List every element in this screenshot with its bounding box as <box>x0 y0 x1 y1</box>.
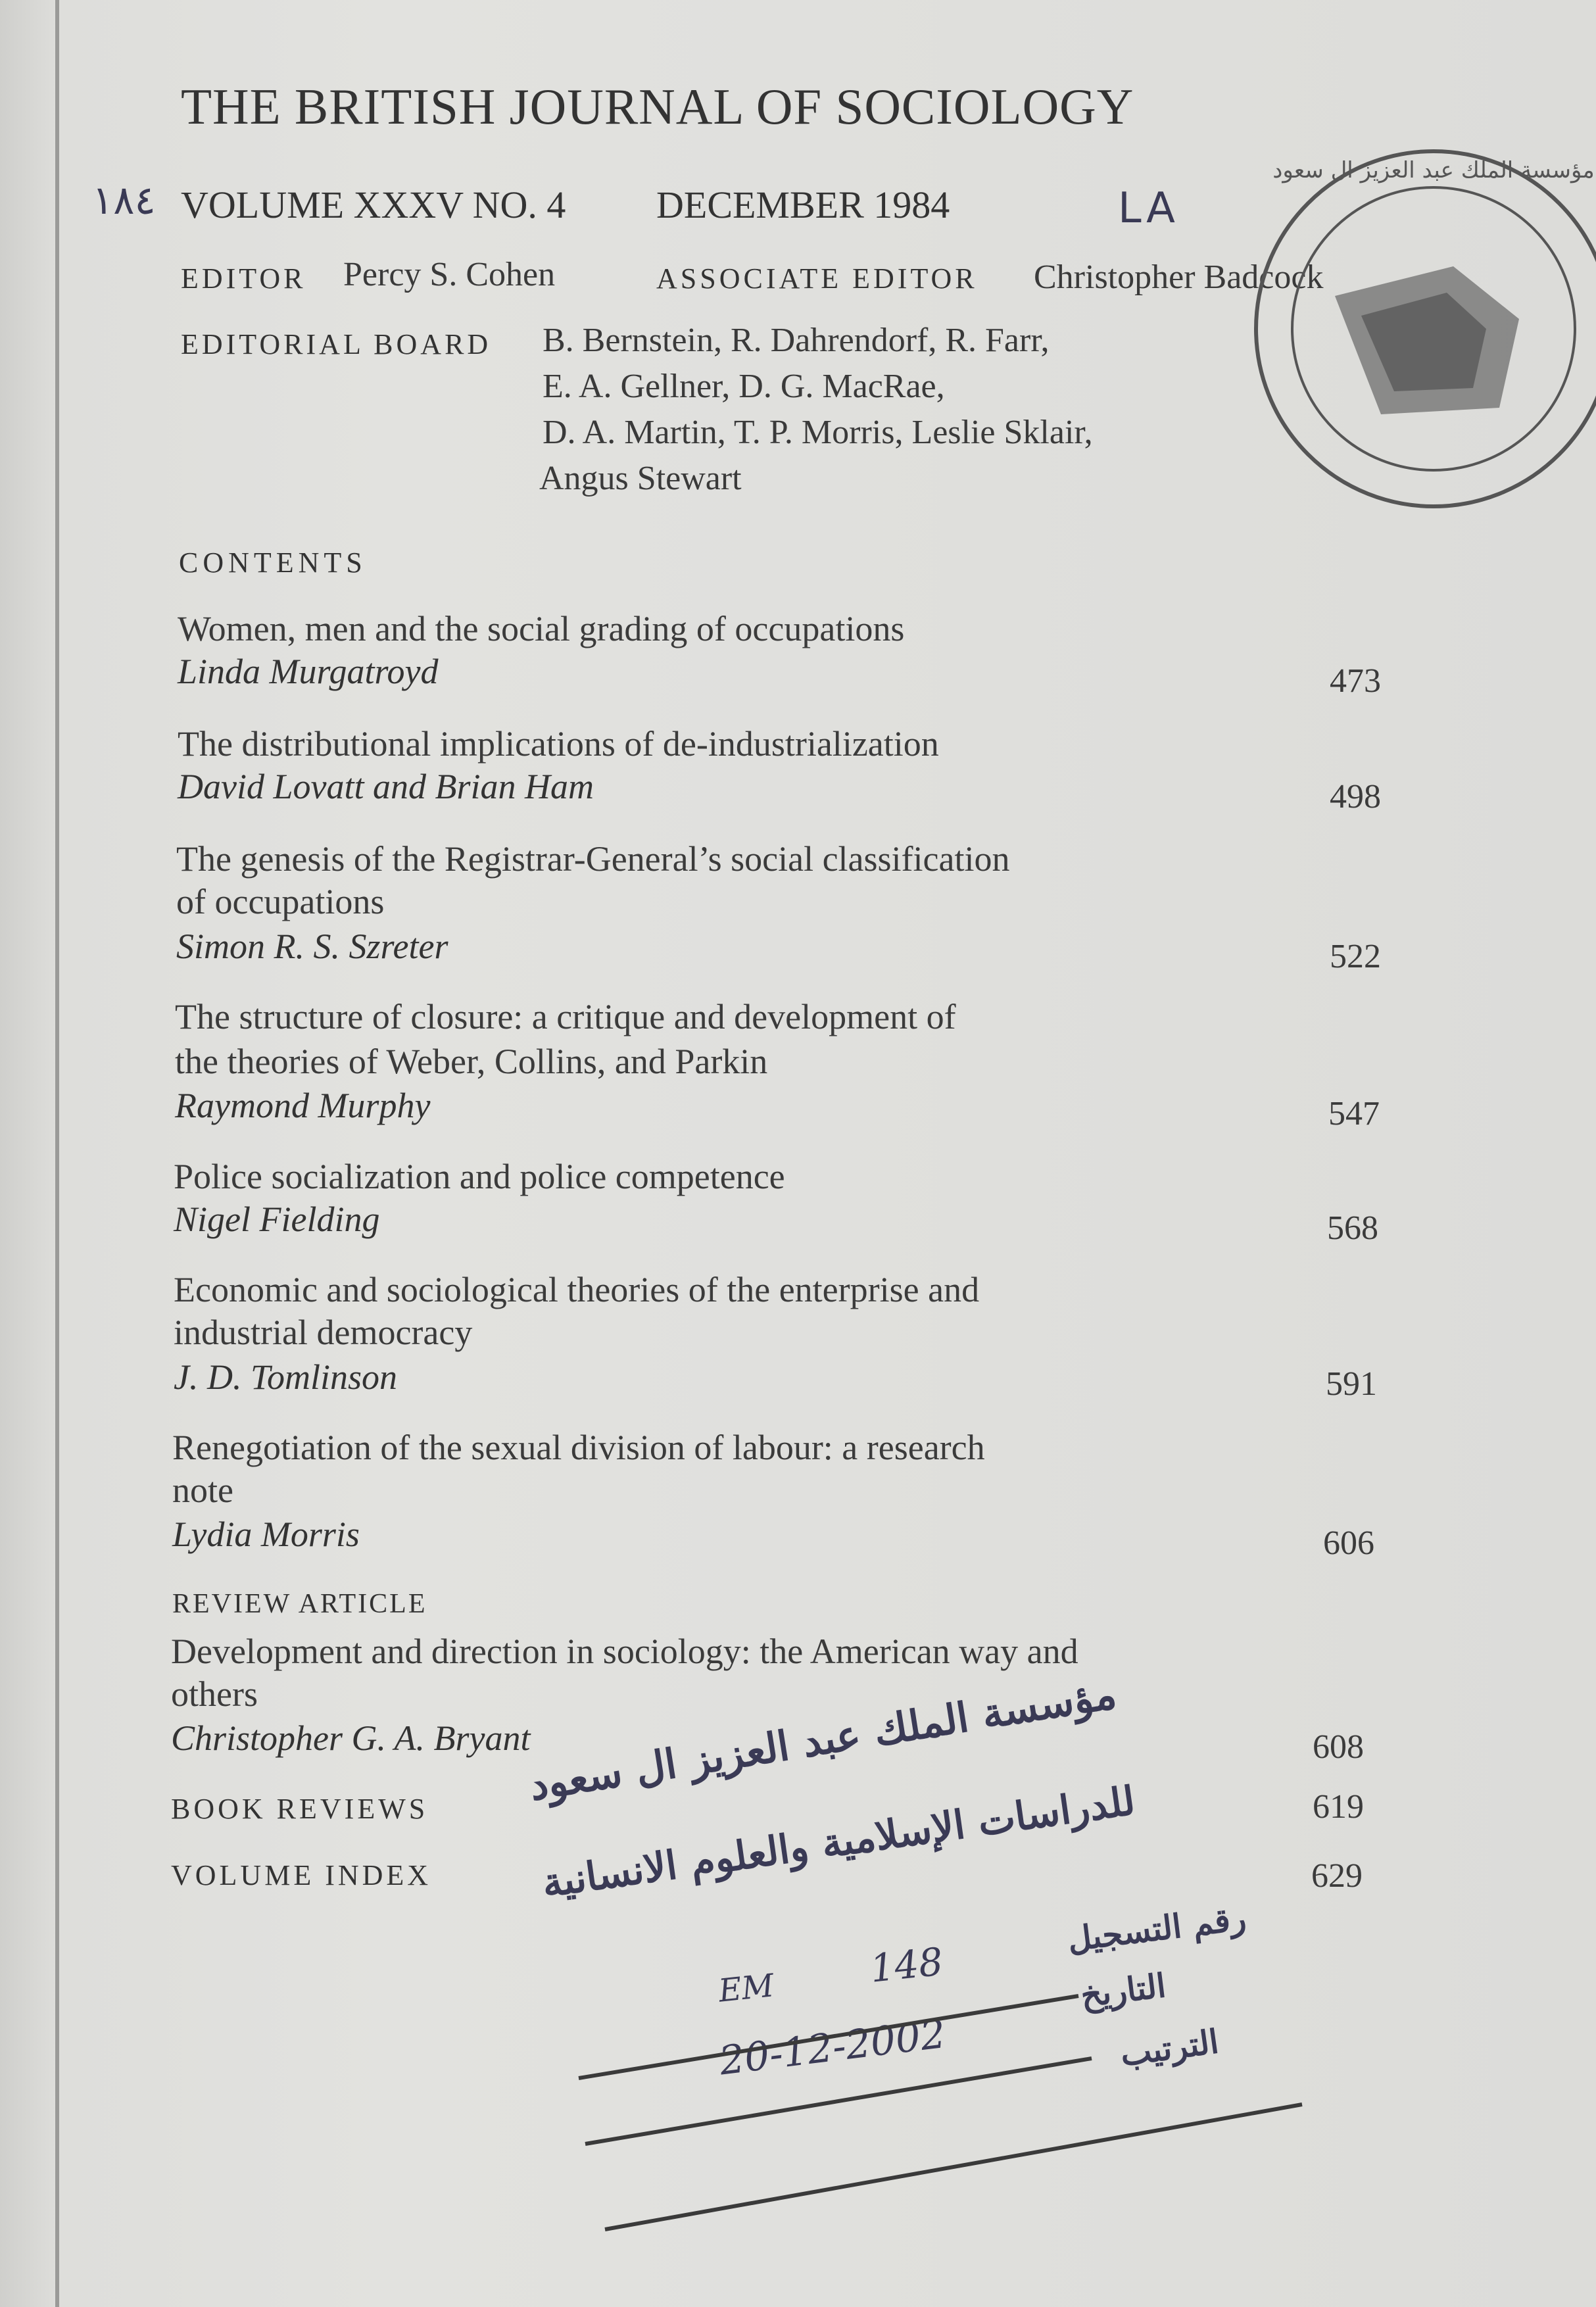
review-article-label: REVIEW ARTICLE <box>172 1589 427 1619</box>
article-title: Economic and sociological theories of the enterprise and <box>174 1270 980 1309</box>
article-author: Linda Murgatroyd <box>178 652 439 691</box>
associate-editor-label: ASSOCIATE EDITOR <box>656 262 978 295</box>
article-author: J. D. Tomlinson <box>174 1357 398 1397</box>
page-number: 619 <box>1313 1788 1364 1826</box>
issue-date: DECEMBER 1984 <box>656 183 950 226</box>
page-number: 568 <box>1327 1209 1378 1247</box>
article-title-continued: of occupations <box>176 882 385 921</box>
stamp-ruled-lines <box>566 1966 1355 2282</box>
registration-code: EM <box>717 1967 776 2010</box>
margin-handwritten-mark: ١٨٤ <box>92 178 156 224</box>
article-author: Lydia Morris <box>172 1515 360 1554</box>
article-title: Renegotiation of the sexual division of labour: a research <box>172 1428 985 1467</box>
volume-index-label: VOLUME INDEX <box>171 1859 432 1891</box>
article-title-continued: the theories of Weber, Collins, and Parkin <box>175 1042 768 1081</box>
editorial-board-line: E. A. Gellner, D. G. MacRae, <box>543 368 945 405</box>
article-title: The distributional implications of de-industrialization <box>178 724 939 764</box>
journal-title: THE BRITISH JOURNAL OF SOCIOLOGY <box>181 78 1134 135</box>
corner-handwritten-mark: LA <box>1118 184 1179 233</box>
article-title: Women, men and the social grading of occupations <box>178 609 905 648</box>
stamp-line: للدراسات الإسلامية والعلوم الانسانية <box>539 1778 1138 1907</box>
article-author: David Lovatt and Brian Ham <box>178 767 594 806</box>
article-title: The genesis of the Registrar-General’s social classification <box>176 839 1010 879</box>
page-number: 473 <box>1330 662 1381 700</box>
stamp-label: رقم التسجيل <box>1065 1898 1248 1959</box>
article-author: Christopher G. A. Bryant <box>171 1718 531 1758</box>
page-number: 629 <box>1311 1857 1363 1895</box>
page-number: 522 <box>1330 938 1381 975</box>
registration-date: 20-12-2002 <box>717 2010 948 2085</box>
editorial-board-line: B. Bernstein, R. Dahrendorf, R. Farr, <box>543 322 1050 359</box>
book-reviews-label: BOOK REVIEWS <box>171 1793 429 1825</box>
editorial-board-label: EDITORIAL BOARD <box>181 328 492 360</box>
article-author: Raymond Murphy <box>175 1086 431 1125</box>
article-title: Development and direction in sociology: the American way and <box>171 1632 1078 1671</box>
page-number: 606 <box>1323 1524 1374 1562</box>
article-title: The structure of closure: a critique and development of <box>175 997 956 1036</box>
stamp-line: مؤسسة الملك عبد العزيز ال سعود <box>526 1669 1120 1810</box>
editor-label: EDITOR <box>181 262 306 295</box>
page-number: 608 <box>1313 1728 1364 1766</box>
stamp-label: التاريخ <box>1078 1966 1169 2015</box>
article-title-continued: others <box>171 1674 258 1714</box>
article-title-continued: note <box>172 1470 233 1510</box>
page-number: 591 <box>1326 1365 1377 1403</box>
editorial-board-line: Angus Stewart <box>539 460 742 497</box>
article-title: Police socialization and police competence <box>174 1157 785 1196</box>
registration-number: 148 <box>868 1939 946 1991</box>
article-author: Simon R. S. Szreter <box>176 927 448 966</box>
circular-library-stamp <box>1236 132 1596 539</box>
circular-stamp-text: مؤسسة الملك عبد العزيز ال سعود <box>1272 157 1595 183</box>
associate-editor-name: Christopher Badcock <box>1034 258 1324 296</box>
editorial-board-line: D. A. Martin, T. P. Morris, Leslie Sklair, <box>543 414 1093 451</box>
editor-name: Percy S. Cohen <box>343 256 556 293</box>
article-title-continued: industrial democracy <box>174 1313 473 1352</box>
volume-number: VOLUME XXXV NO. 4 <box>181 183 566 226</box>
stamp-label: الترتيب <box>1118 2022 1221 2074</box>
contents-heading: CONTENTS <box>179 546 367 579</box>
page-number: 547 <box>1328 1095 1380 1132</box>
article-author: Nigel Fielding <box>174 1200 380 1239</box>
binding-edge <box>55 0 59 2307</box>
page-number: 498 <box>1330 778 1381 815</box>
